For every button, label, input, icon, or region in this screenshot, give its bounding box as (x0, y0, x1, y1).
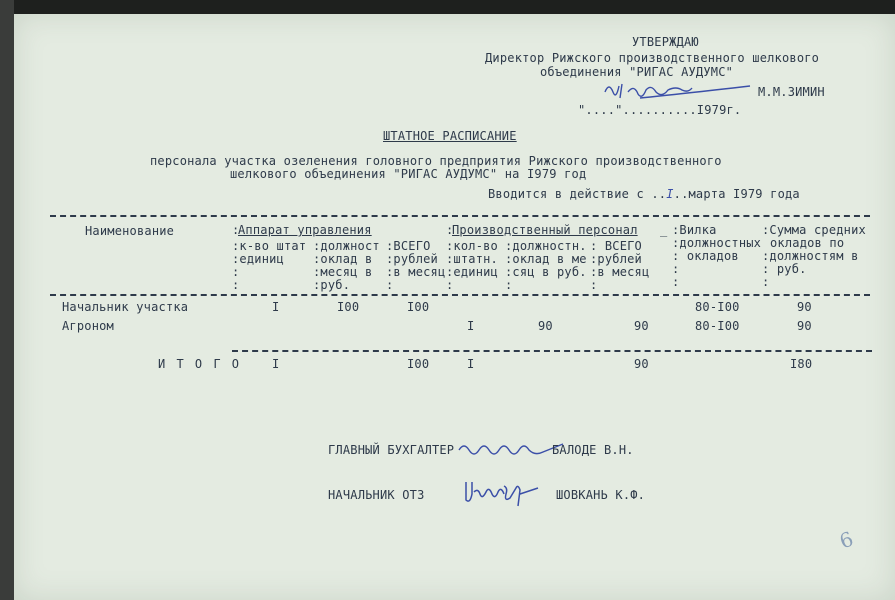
header-text: :к-во штат (232, 239, 307, 253)
header-text: :рублей (590, 252, 642, 266)
prod-salary-header (505, 240, 587, 292)
document-title: ШТАТНОЕ РАСПИСАНИЕ (383, 129, 517, 143)
dept-head-title: НАЧАЛЬНИК ОТЗ (328, 488, 425, 502)
admin-salary-header (313, 240, 380, 292)
header-text: : ВСЕГО (590, 239, 642, 253)
header-text: :должностн. (505, 239, 587, 253)
table-top-rule (50, 215, 870, 217)
header-text: : (446, 278, 454, 292)
row-name: Начальник участка (62, 300, 189, 314)
header-text: :единиц (232, 252, 284, 266)
row-admin-salary: I00 (337, 300, 360, 314)
header-text: :в месяц (386, 265, 446, 279)
header-sep: : (232, 223, 240, 237)
header-text: :ВСЕГО (386, 239, 431, 253)
header-text: :должностных (672, 236, 762, 250)
page-number: 6 (836, 526, 857, 554)
total-admin-units: I (272, 357, 280, 371)
effective-day: I (666, 187, 674, 201)
header-text: :сяц в руб. (505, 265, 587, 279)
header-text: :Вилка (672, 223, 717, 237)
row-sum: 90 (797, 319, 812, 333)
header-text: :в месяц (590, 265, 650, 279)
binder-top-edge (0, 0, 895, 14)
header-text: : (505, 278, 513, 292)
header-text: :оклад в (313, 252, 373, 266)
header-text: :рублей (386, 252, 438, 266)
header-text: :кол-во (446, 239, 498, 253)
group-admin-header: Аппарат управления (238, 223, 372, 237)
col-name-header: Наименование (85, 224, 175, 238)
row-prod-salary: 90 (538, 319, 553, 333)
accountant-name: БАЛОДЕ В.Н. (552, 443, 634, 457)
accountant-signature (455, 436, 565, 460)
total-prod-units: I (467, 357, 475, 371)
dept-head-name: ШОВКАНЬ К.Ф. (556, 488, 646, 502)
prod-units-header (446, 240, 498, 292)
row-prod-units: I (467, 319, 475, 333)
header-text: : окладов (672, 249, 739, 263)
row-prod-total: 90 (634, 319, 649, 333)
header-text: :единиц (446, 265, 498, 279)
header-text: :должностям в (762, 249, 859, 263)
total-sum: I80 (790, 357, 813, 371)
approval-line-1: Директор Рижского производственного шелкового (485, 51, 820, 65)
header-text: :штатн. (446, 252, 498, 266)
row-admin-units: I (272, 300, 280, 314)
header-text: :месяц в (313, 265, 373, 279)
row-admin-total: I00 (407, 300, 430, 314)
admin-units-header (232, 240, 306, 292)
header-text: : (590, 278, 598, 292)
header-text: : (672, 275, 680, 289)
accountant-title: ГЛАВНЫЙ БУХГАЛТЕР (328, 443, 455, 457)
approval-date-line: "...."..........I979г. (578, 103, 742, 117)
binder-left-edge (0, 0, 14, 600)
header-text: :должност (313, 239, 380, 253)
approval-line-2: объединения "РИГАС АУДУМС" (540, 65, 734, 79)
row-name: Агроном (62, 319, 114, 333)
header-text: окладов по (770, 236, 845, 250)
range-header (672, 224, 761, 289)
total-rule (232, 350, 872, 352)
header-sep: _ (660, 223, 668, 237)
row-sum: 90 (797, 300, 812, 314)
total-prod-total: 90 (634, 357, 649, 371)
header-text: : руб. (762, 262, 807, 276)
admin-total-header (386, 240, 445, 292)
sum-header (762, 224, 866, 289)
row-range: 80-I00 (695, 319, 740, 333)
title-line-2: шелкового объединения "РИГАС АУДУМС" на I979 год (230, 167, 587, 181)
header-text: :руб. (313, 278, 351, 292)
group-prod-header: Производственный персонал (452, 223, 638, 237)
dept-head-signature (460, 476, 550, 508)
header-bottom-rule (50, 294, 870, 296)
director-signature (600, 78, 760, 106)
effective-date (488, 188, 800, 200)
header-text: : (672, 262, 680, 276)
total-admin-total: I00 (407, 357, 430, 371)
director-name: М.М.ЗИМИН (758, 85, 825, 99)
header-text: :оклад в ме (505, 252, 587, 266)
header-text: : (232, 265, 240, 279)
effective-prefix: Вводится в действие с .. (488, 187, 667, 201)
header-text: : (762, 275, 770, 289)
effective-suffix: ..марта I979 года (673, 187, 800, 201)
header-text: : (232, 278, 240, 292)
total-label: И Т О Г О (158, 357, 242, 371)
header-text: :Сумма средних (762, 223, 866, 237)
row-range: 80-I00 (695, 300, 740, 314)
header-text: : (386, 278, 394, 292)
title-line-1: персонала участка озеленения головного предприятия Рижского производственного (150, 154, 722, 168)
prod-total-header (590, 240, 649, 292)
approval-heading: УТВЕРЖДАЮ (632, 35, 699, 49)
header-sep: : (446, 223, 454, 237)
